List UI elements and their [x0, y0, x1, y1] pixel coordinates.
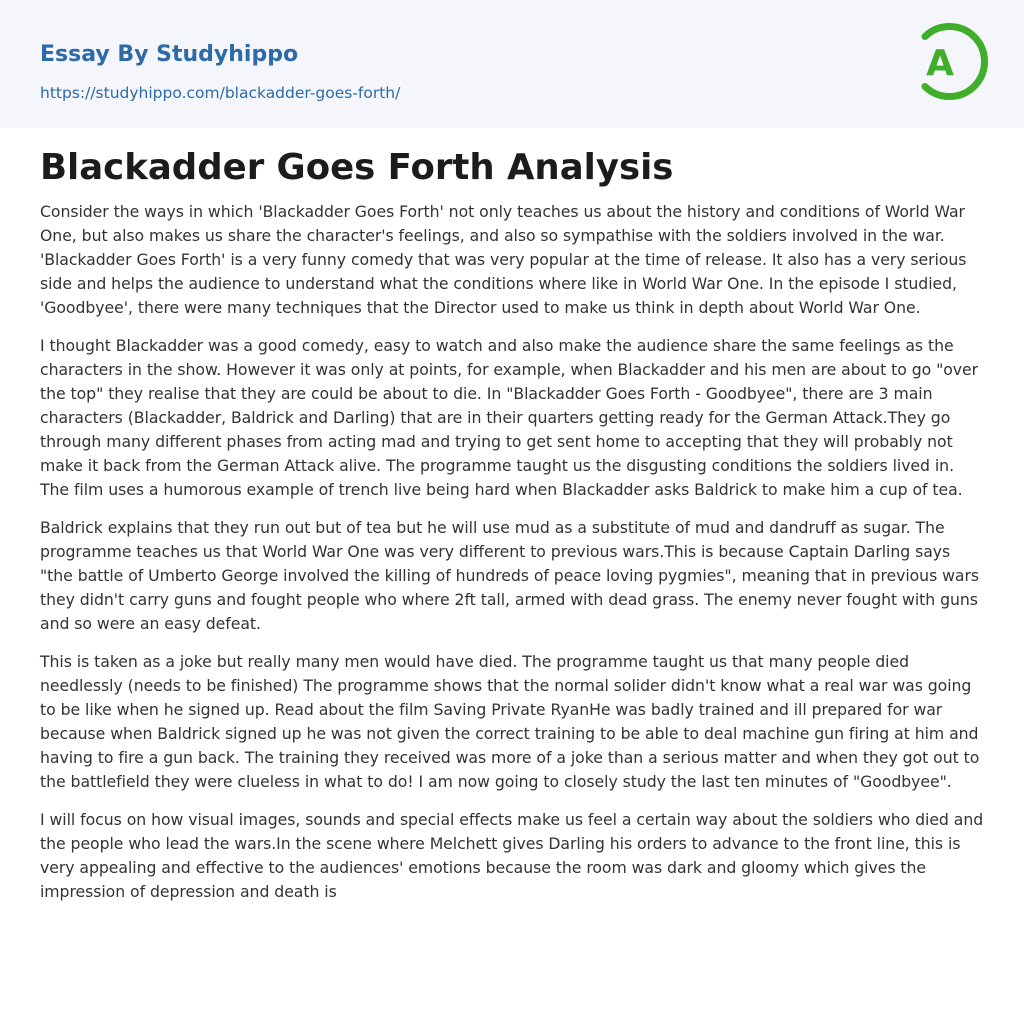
- article-paragraph: I thought Blackadder was a good comedy, easy to watch and also make the audience share the same feelings as the characters in the show. However it was only at points, for example, when Blackadder and his men are about to go "over the top" they realise that they are could be about to die. In "Blackadder Goes Forth - Goodbyee", there are 3 main characters (Blackadder, Baldrick and Darling) that are in their quarters getting ready for the German Attack.They go through many different phases from acting mad and trying to get sent home to accepting that they will probably not make it back from the German Attack alive. The programme taught us the disgusting conditions the soldiers lived in. The film uses a humorous example of trench live being hard when Blackadder asks Baldrick to make him a cup of tea.: [40, 336, 979, 499]
- source-url-link[interactable]: https://studyhippo.com/blackadder-goes-forth/: [40, 84, 401, 102]
- site-header: [0, 0, 1024, 128]
- article-title: Blackadder Goes Forth Analysis: [40, 147, 674, 188]
- article-paragraph: This is taken as a joke but really many men would have died. The programme taught us that many people died needlessly (needs to be finished) The programme shows that the normal solider didn't know what a real war was going to be like when he signed up. Read about the film Saving Private RyanHe was badly trained and ill prepared for war because when Baldrick signed up he was not given the correct training to be able to deal machine gun firing at him and having to fire a gun back. The training they received was more of a joke than a serious matter and when they got out to the battlefield they were clueless in what to do! I am now going to closely study the last ten minutes of "Goodbyee".: [40, 652, 980, 791]
- article-paragraph: Consider the ways in which 'Blackadder Goes Forth' not only teaches us about the history and conditions of World War One, but also makes us share the character's feelings, and also so sympathise with the soldiers involved in the war. 'Blackadder Goes Forth' is a very funny comedy that was very popular at the time of release. It also has a very serious side and helps the audience to understand what the conditions where like in World War One. In the episode I studied, 'Goodbyee', there were many techniques that the Director used to make us think in depth about World War One.: [40, 202, 967, 317]
- article-paragraph: I will focus on how visual images, sounds and special effects make us feel a certain way about the soldiers who died and the people who lead the wars.In the scene where Melchett gives Darling his orders to advance to the front line, this is very appealing and effective to the audiences' emotions because the room was dark and gloomy which gives the impression of depression and death is: [40, 810, 984, 901]
- article-paragraph: Baldrick explains that they run out but of tea but he will use mud as a substitute of mud and dandruff as sugar. The programme teaches us that World War One was very different to previous wars.This is because Captain Darling says "the battle of Umberto George involved the killing of hundreds of peace loving pygmies", meaning that in previous wars they didn't carry guns and fought people who where 2ft tall, armed with dead grass. The enemy never fought with guns and so were an easy defeat.: [40, 518, 980, 633]
- article: [0, 128, 1024, 904]
- logo-letter: A: [926, 43, 954, 84]
- letter-a-circle-logo[interactable]: [911, 17, 989, 107]
- site-title[interactable]: Essay By Studyhippo: [40, 42, 299, 67]
